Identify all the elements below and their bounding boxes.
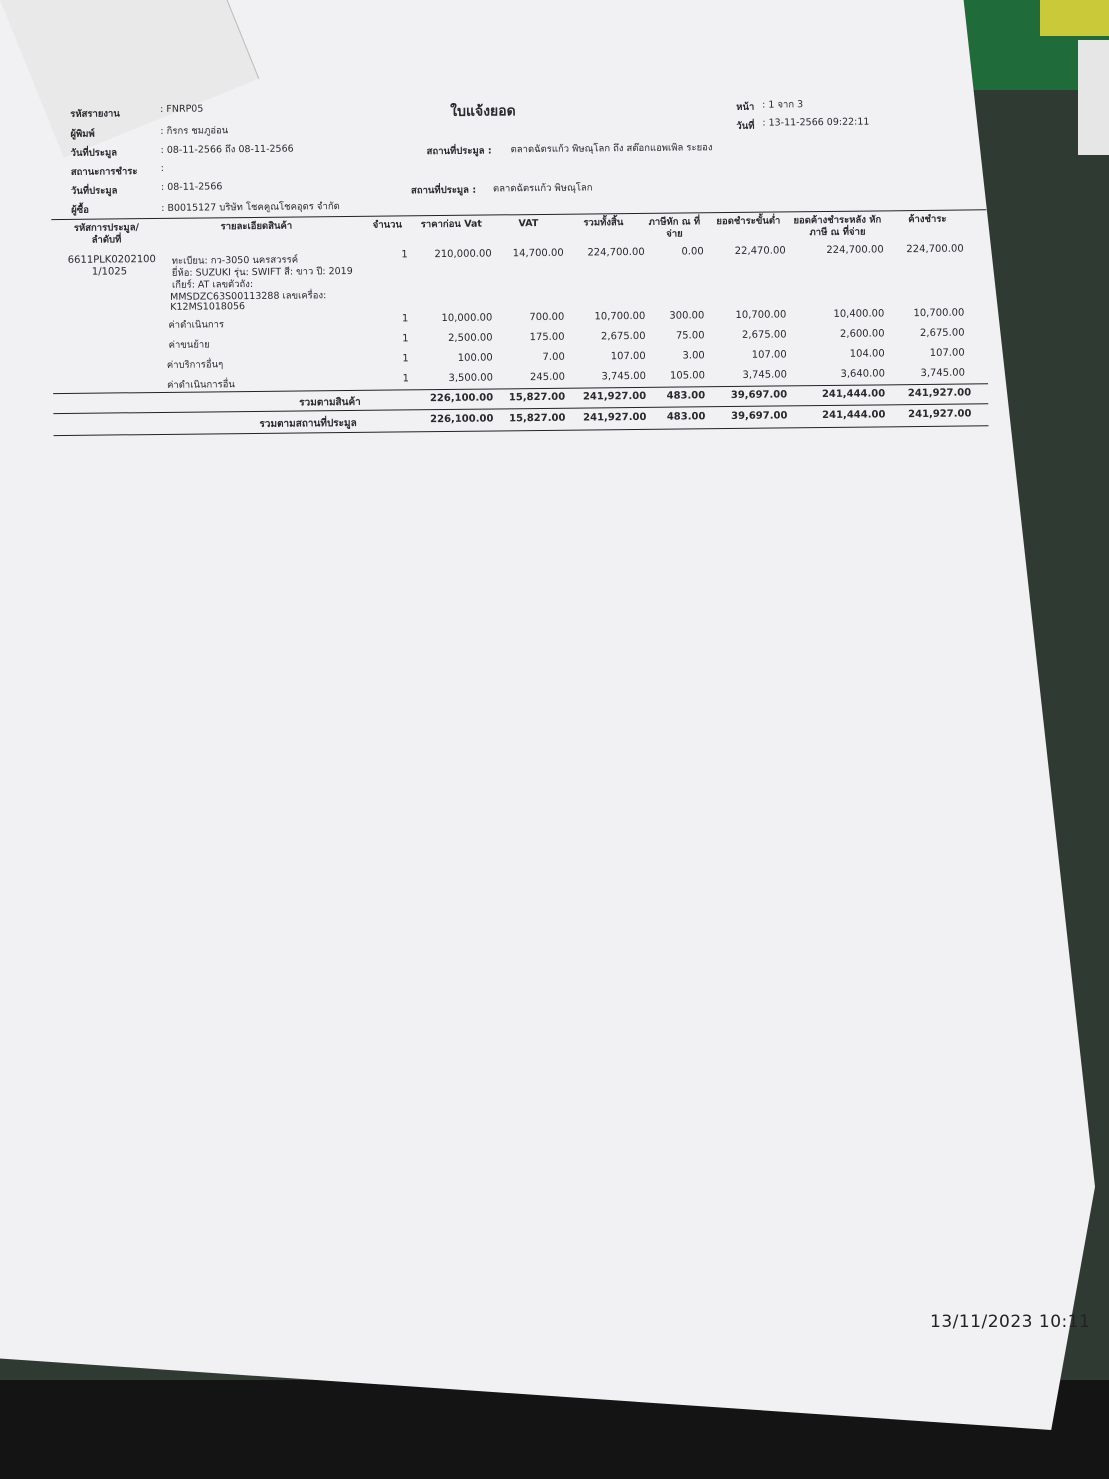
location2-value: ตลาดฉัตรแก้ว พิษณุโลก [492, 182, 593, 195]
item-detail-line: MMSDZC63S00113288 เลขเครื่อง: [170, 290, 327, 303]
report-code-label: รหัสรายงาน [70, 108, 120, 120]
buyer-value: : B0015127 บริษัท โชคคูณโชคอุดร จำกัด [161, 201, 340, 214]
row-wht: 300.00 [669, 310, 705, 322]
buyer-label: ผู้ซื้อ [71, 204, 89, 216]
col-header-vat: VAT [518, 217, 539, 230]
auction-date2-label: วันที่ประมูล [70, 185, 118, 197]
auction-date-value: : 08-11-2566 ถึง 08-11-2566 [160, 143, 294, 156]
row-vat: 175.00 [529, 331, 565, 344]
col-header-total: รวมทั้งสิ้น [583, 217, 624, 229]
grand-total-pre-vat: 226,100.00 [430, 413, 494, 426]
location-label: สถานที่ประมูล : [426, 145, 492, 158]
row-outstanding: 224,700.00 [906, 243, 964, 256]
row-outstanding: 107.00 [929, 347, 965, 359]
col-header-detail: รายละเอียดสินค้า [220, 220, 293, 233]
row-label: ค่าขนย้าย [168, 339, 210, 351]
item-code: 6611PLK0202100 [67, 254, 156, 266]
grand-total-outstanding: 241,927.00 [908, 408, 972, 421]
row-total: 224,700.00 [587, 246, 645, 259]
photo-timestamp: 13/11/2023 10:11 [930, 1312, 1091, 1332]
row-outstanding: 10,700.00 [913, 307, 965, 320]
row-wht: 75.00 [675, 330, 705, 342]
col-header-qty: จำนวน [372, 219, 403, 231]
subtotal-total: 241,927.00 [582, 390, 647, 403]
subtotal-vat: 15,827.00 [508, 391, 566, 404]
grand-total-outstanding-after: 241,444.00 [822, 409, 886, 422]
col-header-outstanding: ค้างชำระ [908, 213, 947, 226]
row-qty: 1 [402, 373, 410, 385]
grand-total-vat: 15,827.00 [509, 412, 566, 425]
background-card [1078, 40, 1109, 155]
row-pre-vat: 100.00 [457, 352, 493, 364]
row-min-pay: 3,745.00 [742, 369, 788, 381]
grand-total-min-pay: 39,697.00 [731, 410, 788, 422]
printed-by-value: : กิรกร ชมภูอ่อน [160, 125, 229, 137]
row-pre-vat: 10,000.00 [441, 312, 493, 325]
subtotal-label: รวมตามสินค้า [299, 396, 361, 409]
location-value: ตลาดฉัตรแก้ว พิษณุโลก ถึง สต๊อกแอพเพิล ระยอง [510, 142, 713, 156]
row-wht: 105.00 [669, 370, 706, 382]
row-vat: 245.00 [529, 371, 566, 384]
col-header-min-pay: ยอดชำระขั้นต่ำ [716, 215, 781, 228]
subtotal-outstanding-after: 241,444.00 [821, 388, 886, 401]
row-outstanding-after: 3,640.00 [840, 368, 886, 380]
row-outstanding-after: 10,400.00 [833, 308, 885, 320]
row-qty: 1 [401, 313, 409, 325]
row-total: 2,675.00 [600, 330, 646, 343]
payment-status-value: : [160, 162, 165, 174]
row-min-pay: 10,700.00 [735, 309, 787, 321]
item-detail-line: เกียร์: AT เลขตัวถัง: [171, 278, 254, 291]
row-min-pay: 107.00 [751, 349, 787, 361]
grand-total-label: รวมตามสถานที่ประมูล [259, 417, 357, 430]
payment-status-label: สถานะการชำระ [70, 166, 138, 178]
print-date-value: : 13-11-2566 09:22:11 [762, 116, 870, 129]
subtotal-wht: 483.00 [666, 390, 706, 402]
row-total: 107.00 [610, 350, 646, 363]
auction-date-label: วันที่ประมูล [70, 147, 118, 159]
print-date-label: วันที่ [736, 120, 755, 132]
printed-by-label: ผู้พิมพ์ [70, 128, 95, 140]
row-min-pay: 2,675.00 [741, 329, 787, 341]
row-outstanding: 2,675.00 [919, 327, 965, 340]
col-header-pre-vat: ราคาก่อน Vat [420, 218, 483, 231]
col-header-wht: ภาษีหัก ณ ที่จ่าย [648, 216, 701, 240]
location2-label: สถานที่ประมูล : [410, 184, 477, 197]
row-qty: 1 [401, 249, 408, 261]
col-header-code: รหัสการประมูล/ ลำดับที่ [73, 222, 140, 246]
item-detail-line: K12MS1018056 [170, 301, 246, 313]
col-header-outstanding-after: ยอดค้างชำระหลัง หักภาษี ณ ที่จ่าย [793, 214, 882, 239]
row-label: ค่าบริการอื่นๆ [166, 359, 224, 371]
row-wht: 3.00 [682, 350, 705, 362]
row-pre-vat: 2,500.00 [447, 332, 493, 344]
row-pre-vat: 3,500.00 [448, 372, 494, 384]
item-detail-line: ทะเบียน: กว-3050 นครสวรรค์ [171, 254, 299, 267]
row-qty: 1 [402, 353, 409, 365]
row-vat: 14,700.00 [512, 247, 564, 260]
document-title: ใบแจ้งยอด [450, 103, 516, 120]
grand-total-total: 241,927.00 [583, 411, 647, 424]
auction-date2-value: : 08-11-2566 [160, 181, 223, 193]
row-label: ค่าดำเนินการอื่น [166, 379, 235, 391]
row-outstanding: 3,745.00 [920, 367, 966, 380]
row-label: ค่าดำเนินการ [168, 319, 225, 331]
row-total: 3,745.00 [601, 370, 647, 383]
row-qty: 1 [402, 333, 409, 345]
item-seq: 1/1025 [91, 266, 128, 278]
page-value: : 1 จาก 3 [762, 99, 804, 111]
report-code-value: : FNRP05 [160, 103, 204, 115]
row-outstanding-after: 2,600.00 [839, 328, 885, 340]
page-label: หน้า [736, 101, 755, 113]
row-min-pay: 22,470.00 [734, 245, 786, 257]
row-vat: 7.00 [542, 351, 565, 363]
row-total: 10,700.00 [594, 310, 646, 323]
row-outstanding-after: 224,700.00 [826, 244, 884, 256]
row-wht: 0.00 [681, 246, 704, 258]
background-yellow-object [1040, 0, 1109, 36]
grand-total-wht: 483.00 [666, 411, 706, 423]
subtotal-outstanding: 241,927.00 [907, 387, 972, 400]
row-pre-vat: 210,000.00 [434, 248, 492, 261]
row-vat: 700.00 [529, 311, 565, 324]
subtotal-min-pay: 39,697.00 [730, 389, 788, 401]
item-detail-line: ยี่ห้อ: SUZUKI รุ่น: SWIFT สี: ขาว ปี: 2019 [171, 265, 353, 279]
subtotal-pre-vat: 226,100.00 [429, 392, 494, 405]
row-outstanding-after: 104.00 [849, 348, 885, 360]
